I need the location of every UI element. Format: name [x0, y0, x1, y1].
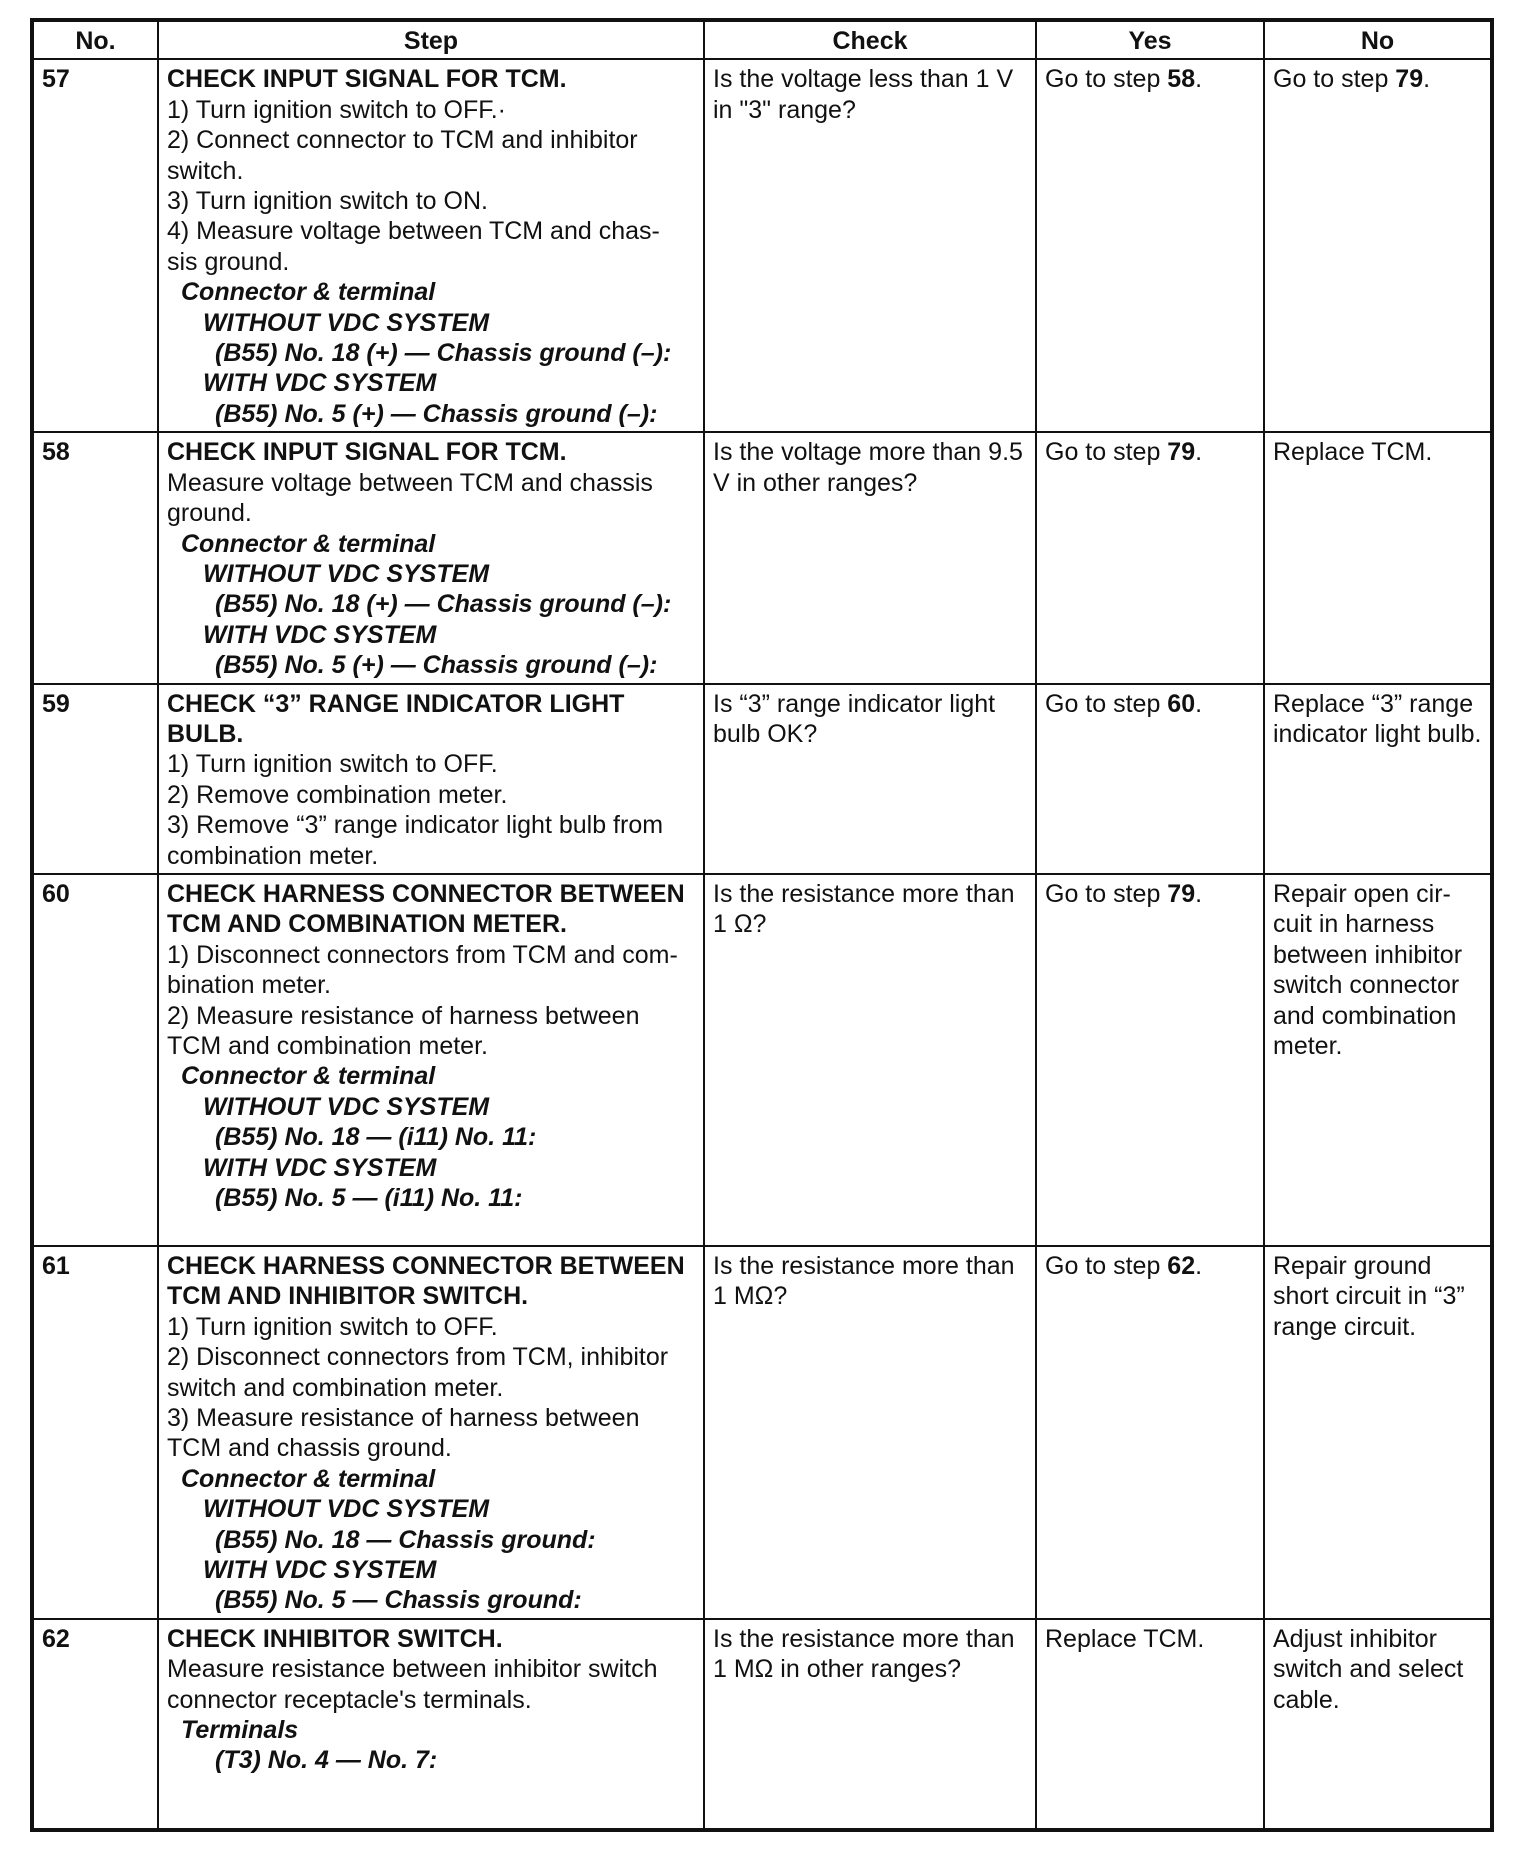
step-title: CHECK INHIBITOR SWITCH.	[167, 1624, 503, 1653]
no-cell: Repair open cir-cuit in harness between inhibitor switch connector and combination meter.	[1264, 874, 1492, 1246]
step-cell	[158, 1619, 704, 1830]
table-row	[32, 1246, 1492, 1619]
yes-cell	[1036, 874, 1264, 1246]
step-number: 62	[32, 1619, 158, 1830]
step-line: Measure voltage between TCM and chassis	[167, 468, 653, 497]
step-line: 1) Turn ignition switch to OFF.·	[167, 95, 507, 124]
col-header-check: Check	[704, 20, 1036, 59]
spec-group: WITH VDC SYSTEM	[203, 1556, 437, 1585]
step-line: 4) Measure voltage between TCM and chas-	[167, 217, 660, 246]
spec-value: (B55) No. 18 — (i11) No. 11:	[215, 1123, 537, 1152]
step-line: TCM and combination meter.	[167, 1032, 488, 1060]
spec-group: WITHOUT VDC SYSTEM	[203, 1495, 490, 1524]
col-header-yes: Yes	[1036, 20, 1264, 59]
yes-prefix: Go to step	[1045, 1251, 1168, 1280]
table-row	[32, 684, 1492, 874]
spec-group: WITHOUT VDC SYSTEM	[203, 559, 490, 588]
step-line: switch and combination meter.	[167, 1373, 504, 1402]
spec-group: WITHOUT VDC SYSTEM	[203, 1092, 490, 1121]
yes-step-ref: 58	[1167, 65, 1196, 94]
yes-prefix: Go to step	[1045, 879, 1168, 908]
col-header-step: Step	[158, 20, 704, 59]
spec-heading: Connector & terminal	[181, 529, 436, 558]
spec-value: (B55) No. 5 — (i11) No. 11:	[215, 1184, 523, 1213]
table-row	[32, 874, 1492, 1246]
terminals-heading: Terminals	[181, 1716, 299, 1745]
spec-heading: Connector & terminal	[181, 1062, 436, 1091]
yes-suffix: .	[1195, 1251, 1203, 1280]
step-line: bination meter.	[167, 971, 331, 1000]
yes-prefix: Go to step	[1045, 689, 1168, 718]
yes-step-ref: 62	[1167, 1251, 1196, 1280]
yes-suffix: .	[1195, 65, 1203, 94]
yes-cell	[1036, 684, 1264, 874]
terminals-value: (T3) No. 4 — No. 7:	[215, 1746, 438, 1775]
step-number: 61	[32, 1246, 158, 1619]
spec-value: (B55) No. 5 (+) — Chassis ground (–):	[215, 399, 658, 428]
yes-cell	[1036, 1246, 1264, 1619]
table-row	[32, 1619, 1492, 1830]
spec-group: WITH VDC SYSTEM	[203, 1153, 437, 1182]
step-line: combination meter.	[167, 841, 379, 870]
yes-step-ref: 79	[1167, 438, 1196, 467]
spec-heading: Connector & terminal	[181, 278, 436, 307]
step-title: CHECK HARNESS CONNECTOR BETWEEN TCM AND INHIBITOR SWITCH.	[167, 1251, 685, 1311]
step-cell	[158, 874, 704, 1246]
step-number: 58	[32, 432, 158, 683]
step-line: Measure resistance between inhibitor switch	[167, 1655, 658, 1684]
spec-group: WITHOUT VDC SYSTEM	[203, 308, 490, 337]
step-cell	[158, 432, 704, 683]
diagnostic-table	[30, 18, 1494, 1832]
step-number: 60	[32, 874, 158, 1246]
no-cell: Repair ground short circuit in “3” range circuit.	[1264, 1246, 1492, 1619]
spec-value: (B55) No. 5 — Chassis ground:	[215, 1586, 582, 1615]
step-title: CHECK INPUT SIGNAL FOR TCM.	[167, 65, 567, 94]
no-step-ref: 79	[1395, 65, 1424, 94]
no-cell: Adjust inhibitor switch and select cable.	[1264, 1619, 1492, 1830]
check-cell: Is the resistance more than 1 MΩ?	[704, 1246, 1036, 1619]
step-title: CHECK “3” RANGE INDICATOR LIGHT BULB.	[167, 689, 625, 748]
col-header-no-result: No	[1264, 20, 1492, 59]
yes-suffix: .	[1195, 879, 1203, 908]
yes-prefix: Go to step	[1045, 438, 1168, 467]
step-line: sis ground.	[167, 247, 290, 276]
spec-heading: Connector & terminal	[181, 1464, 436, 1493]
no-suffix: .	[1423, 65, 1431, 94]
yes-prefix: Go to step	[1045, 65, 1168, 94]
step-line: 2) Measure resistance of harness between	[167, 1001, 640, 1030]
yes-cell	[1036, 432, 1264, 683]
step-line: 1) Turn ignition switch to OFF.	[167, 1312, 498, 1341]
step-line: connector receptacle's terminals.	[167, 1685, 532, 1714]
yes-suffix: .	[1195, 438, 1203, 467]
yes-cell	[1036, 59, 1264, 432]
spec-value: (B55) No. 18 (+) — Chassis ground (–):	[215, 590, 672, 619]
step-line: 2) Connect connector to TCM and inhibitor	[167, 126, 638, 155]
step-line: 2) Remove combination meter.	[167, 780, 508, 809]
yes-suffix: .	[1195, 689, 1203, 718]
yes-cell: Replace TCM.	[1036, 1619, 1264, 1830]
col-header-no: No.	[32, 20, 158, 59]
no-cell: Replace TCM.	[1264, 432, 1492, 683]
step-line: TCM and chassis ground.	[167, 1434, 452, 1463]
step-cell	[158, 684, 704, 874]
step-line: 1) Disconnect connectors from TCM and com-	[167, 940, 678, 969]
spec-group: WITH VDC SYSTEM	[203, 620, 437, 649]
step-line: 3) Measure resistance of harness between	[167, 1404, 640, 1432]
step-cell	[158, 59, 704, 432]
step-line: 3) Turn ignition switch to ON.	[167, 187, 488, 216]
step-title: CHECK INPUT SIGNAL FOR TCM.	[167, 438, 567, 467]
step-line: 1) Turn ignition switch to OFF.	[167, 750, 498, 779]
check-cell: Is the resistance more than 1 MΩ in other ranges?	[704, 1619, 1036, 1830]
check-cell: Is the resistance more than 1 Ω?	[704, 874, 1036, 1246]
spec-value: (B55) No. 18 (+) — Chassis ground (–):	[215, 339, 672, 368]
spec-value: (B55) No. 5 (+) — Chassis ground (–):	[215, 651, 658, 680]
table-row	[32, 432, 1492, 683]
step-line: 2) Disconnect connectors from TCM, inhibitor	[167, 1343, 669, 1372]
header-row	[32, 20, 1492, 59]
step-number: 57	[32, 59, 158, 432]
table-row	[32, 59, 1492, 432]
spec-value: (B55) No. 18 — Chassis ground:	[215, 1525, 596, 1554]
no-cell: Replace “3” range indicator light bulb.	[1264, 684, 1492, 874]
no-prefix: Go to step	[1273, 65, 1396, 94]
no-cell	[1264, 59, 1492, 432]
yes-step-ref: 60	[1167, 689, 1196, 718]
step-line: switch.	[167, 156, 244, 185]
step-line: ground.	[167, 499, 252, 528]
check-cell: Is the voltage less than 1 V in "3" range?	[704, 59, 1036, 432]
check-cell: Is “3” range indicator light bulb OK?	[704, 684, 1036, 874]
step-number: 59	[32, 684, 158, 874]
spec-group: WITH VDC SYSTEM	[203, 369, 437, 398]
check-cell: Is the voltage more than 9.5 V in other ranges?	[704, 432, 1036, 683]
step-title: CHECK HARNESS CONNECTOR BETWEEN TCM AND COMBINATION METER.	[167, 879, 685, 939]
step-line: 3) Remove “3” range indicator light bulb from	[167, 811, 664, 840]
step-cell	[158, 1246, 704, 1619]
yes-step-ref: 79	[1167, 879, 1196, 908]
